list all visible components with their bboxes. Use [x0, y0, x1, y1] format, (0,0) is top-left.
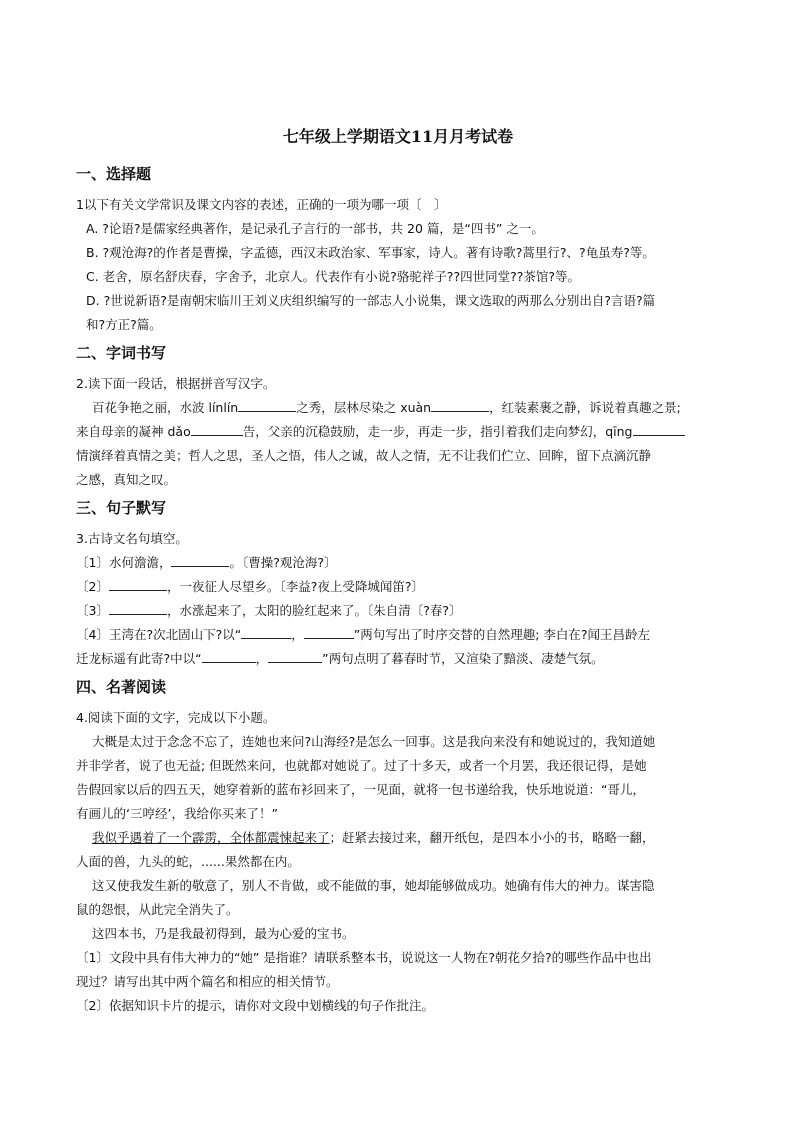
- poem-line-2: [76, 575, 720, 599]
- text: ，红装素裹之静，诉说着真趣之景;: [489, 400, 681, 415]
- blank-11[interactable]: [268, 649, 322, 663]
- text: 百花争艳之丽，水波 línlín: [92, 400, 239, 415]
- blank-2[interactable]: [431, 398, 489, 412]
- reading-line: 有画儿的‘三哼经’，我给你买来了！”: [76, 806, 278, 821]
- pinyin-paragraph-line-1: [76, 396, 720, 420]
- exam-page: [76, 122, 720, 1018]
- reading-line: 并非学者，说了也无益; 但既然来问，也就都对她说了。过了十多天，或者一个月罢，我还很记得，是她: [76, 758, 647, 773]
- blank-4[interactable]: [633, 422, 685, 436]
- pinyin-paragraph-line-3: 情演绎着真情之美；哲人之思，圣人之悟，伟人之诚，故人之情，无不让我们伫立、回眸，留下点滴沉静: [76, 448, 652, 463]
- question-2: 2.读下面一段话，根据拼音写汉字。: [76, 376, 276, 391]
- underlined-sentence: 我似乎遇着了一个霹雳，全体都震悚起来了: [92, 830, 330, 845]
- option-d: D. ?世说新语?是南朝宋临川王刘义庆组织编写的一部志人小说集，课文选取的两那么分别出自?言语?篇: [86, 293, 656, 308]
- question-3: 3.古诗文名句填空。: [76, 531, 188, 546]
- blank-1[interactable]: [238, 398, 296, 412]
- page-title: 七年级上学期语文11月月考试卷: [282, 127, 514, 146]
- section-heading-choice: 一、选择题: [76, 165, 152, 183]
- text: 〔1〕水何澹澹，: [76, 555, 172, 570]
- question-4: 4.阅读下面的文字，完成以下小题。: [76, 710, 276, 725]
- reading-line: 告假回家以后的四五天，她穿着新的蓝布衫回来了，一见面，就将一包书递给我，快乐地说道：“哥儿，: [76, 782, 645, 797]
- reading-line: 大概是太过于念念不忘了，连她也来问?山海经?是怎么一回事。这是我向来没有和她说过的，我知道她: [92, 734, 656, 749]
- text: 〔3〕: [76, 603, 109, 618]
- section-heading-reading: 四、名著阅读: [76, 678, 167, 696]
- option-d-cont: 和?方正?篇。: [86, 317, 162, 332]
- text: ，: [291, 627, 304, 642]
- text: 之秀，层林尽染之 xuàn: [296, 400, 432, 415]
- blank-5[interactable]: [171, 553, 229, 567]
- poem-line-3: [76, 599, 720, 623]
- poem-line-1: [76, 551, 720, 575]
- question-1: 1以下有关文学常识及课文内容的表述，正确的一项为哪一项〔 〕: [76, 197, 447, 212]
- text: 告，父亲的沉稳鼓励，走一步，再走一步，指引着我们走向梦幻，qīng: [242, 424, 633, 439]
- poem-line-5: [76, 647, 720, 671]
- pinyin-paragraph-line-4: 之感，真知之叹。: [76, 472, 177, 487]
- text: 来自母亲的凝神 dǎo: [76, 424, 191, 439]
- option-a: A. ?论语?是儒家经典著作，是记录孔子言行的一部书，共 20 篇，是“四书” 之一。: [86, 221, 544, 236]
- section-heading-writing: 二、字词书写: [76, 344, 167, 362]
- text: 迁龙标遥有此寄?中以“: [76, 651, 202, 666]
- sub-question-1: 〔1〕文段中具有伟大神力的“她” 是指谁？请联系整本书，说说这一人物在?朝花夕拾?的哪些作品中也出: [76, 950, 652, 965]
- text: ，: [255, 651, 269, 666]
- text: 〔2〕: [76, 579, 109, 594]
- reading-line: 这又使我发生新的敬意了，别人不肯做，或不能做的事，她却能够做成功。她确有伟大的神力。谋害隐: [92, 878, 655, 893]
- text: ”两句写出了时序交替的自然理趣; 李白在?闻王昌龄左: [353, 627, 651, 642]
- blank-10[interactable]: [202, 649, 256, 663]
- blank-6[interactable]: [109, 577, 167, 591]
- text: ，一夜征人尽望乡。〔李益?夜上受降城闻笛?〕: [166, 579, 424, 594]
- option-b: B. ?观沧海?的作者是曹操，字孟德，西汉末政治家、军事家，诗人。著有诗歌?蒿里行?、?龟虽寿?等。: [86, 245, 655, 260]
- sub-question-2: 〔2〕依据知识卡片的提示，请你对文段中划横线的句子作批注。: [76, 998, 434, 1013]
- text: ；赶紧去接过来，翻开纸包，是四本小小的书，略略一翻，: [329, 830, 655, 845]
- option-c: C. 老舍，原名舒庆春，字舍予，北京人。代表作有小说?骆驼祥子??四世同堂??茶馆?等。: [86, 269, 580, 284]
- pinyin-paragraph-line-2: [76, 420, 720, 444]
- reading-line: 鼠的怨恨，从此完全消失了。: [76, 902, 239, 917]
- reading-line: 人面的兽，九头的蛇，......果然都在内。: [76, 854, 300, 869]
- text: ”两句点明了暮春时节，又渲染了黯淡、凄楚气氛。: [322, 651, 604, 666]
- blank-7[interactable]: [109, 601, 167, 615]
- text: 〔4〕王湾在?次北固山下?以“: [76, 627, 242, 642]
- reading-line: 这四本书，乃是我最初得到，最为心爱的宝书。: [92, 926, 355, 941]
- poem-line-4: [76, 623, 720, 647]
- text: ，水涨起来了，太阳的脸红起来了。〔朱自清〔?春?〕: [166, 603, 462, 618]
- text: 。〔曹操?观沧海?〕: [229, 555, 337, 570]
- blank-8[interactable]: [241, 625, 291, 639]
- blank-3[interactable]: [191, 422, 243, 436]
- blank-9[interactable]: [304, 625, 354, 639]
- section-heading-recitation: 三、句子默写: [76, 499, 167, 517]
- reading-line-underlined: [76, 826, 720, 850]
- sub-question-1-cont: 现过？请写出其中两个篇名和相应的相关情节。: [76, 974, 339, 989]
